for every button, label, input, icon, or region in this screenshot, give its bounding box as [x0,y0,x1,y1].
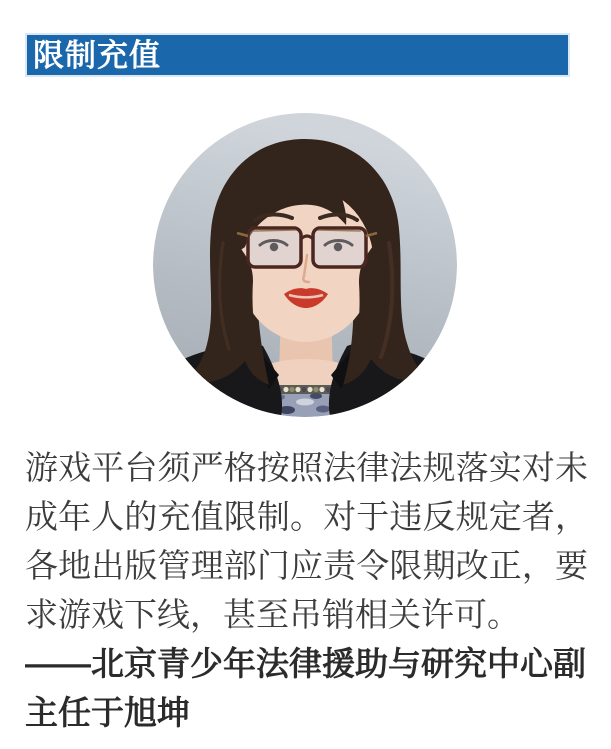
quote-block [25,443,588,737]
quote-text: 游戏平台须严格按照法律法规落实对未成年人的充值限制。对于违反规定者，各地出版管理部门应责令限期改正，要求游戏下线，甚至吊销相关许可。 [25,449,588,633]
quote-attribution: ——北京青少年法律援助与研究中心副主任于旭坤 [25,645,586,731]
section-title: 限制充值 [33,37,161,73]
portrait-photo [153,113,457,417]
portrait-illustration [153,113,457,417]
section-header-banner [25,33,570,77]
